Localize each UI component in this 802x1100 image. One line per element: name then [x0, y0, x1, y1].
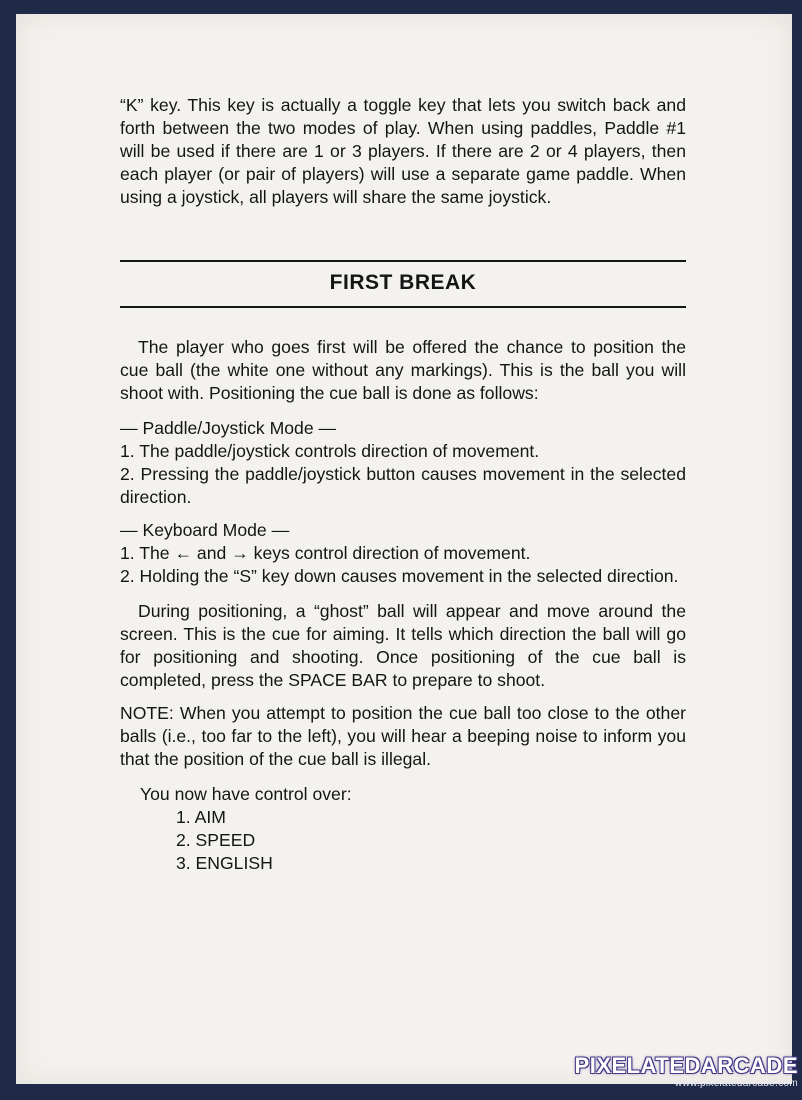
control-list	[120, 806, 686, 875]
intro-paragraph: “K” key. This key is actually a toggle key that lets you switch back and forth between the two modes of play. When using paddles, Paddle #1 will be used if there are 1 or 3 players. If there are 2 or 4 players, then each player (or pair of players) will use a separate game paddle. When using a joystick, all players will share the same joystick.	[120, 95, 686, 207]
paddle-mode-item-1: 1. The paddle/joystick controls direction of movement.	[120, 441, 540, 461]
keyboard-mode-section	[120, 519, 686, 588]
watermark-title: PIXELATEDARCADE	[574, 1053, 798, 1078]
keyboard-mode-item-1: 1. The ← and → keys control direction of movement.	[120, 543, 531, 563]
ghost-ball-paragraph: During positioning, a “ghost” ball will appear and move around the screen. This is the cue for aiming. It tells which direction the ball will go for positioning and shooting. Once positioning of the cue ball is completed, press the SPACE BAR to prepare to shoot.	[120, 601, 686, 690]
section-title: FIRST BREAK	[329, 271, 477, 294]
control-intro: You now have control over:	[140, 784, 352, 804]
paddle-mode-header: — Paddle/Joystick Mode —	[120, 418, 337, 438]
paddle-mode-item-2: 2. Pressing the paddle/joystick button causes movement in the selected direction.	[120, 464, 686, 507]
manual-page	[16, 14, 792, 1084]
paddle-mode-section	[120, 417, 686, 509]
page-content	[120, 94, 686, 875]
note-paragraph: NOTE: When you attempt to position the cue ball too close to the other balls (i.e., too far to the left), you will hear a beeping noise to inform you that the position of the cue ball is illegal.	[120, 703, 686, 769]
watermark-url: www.pixelatedarcade.com	[674, 1078, 798, 1089]
watermark	[575, 1054, 798, 1090]
control-item-speed: 2. SPEED	[176, 830, 256, 850]
section-rule-top	[120, 260, 686, 262]
keyboard-mode-item-2: 2. Holding the “S” key down causes movement in the selected direction.	[120, 566, 679, 586]
positioning-paragraph: The player who goes first will be offered the chance to position the cue ball (the white one without any markings). This is the ball you will shoot with. Positioning the cue ball is done as follows:	[120, 337, 686, 403]
keyboard-mode-header: — Keyboard Mode —	[120, 520, 290, 540]
control-item-english: 3. ENGLISH	[176, 853, 273, 873]
control-item-aim: 1. AIM	[176, 807, 226, 827]
